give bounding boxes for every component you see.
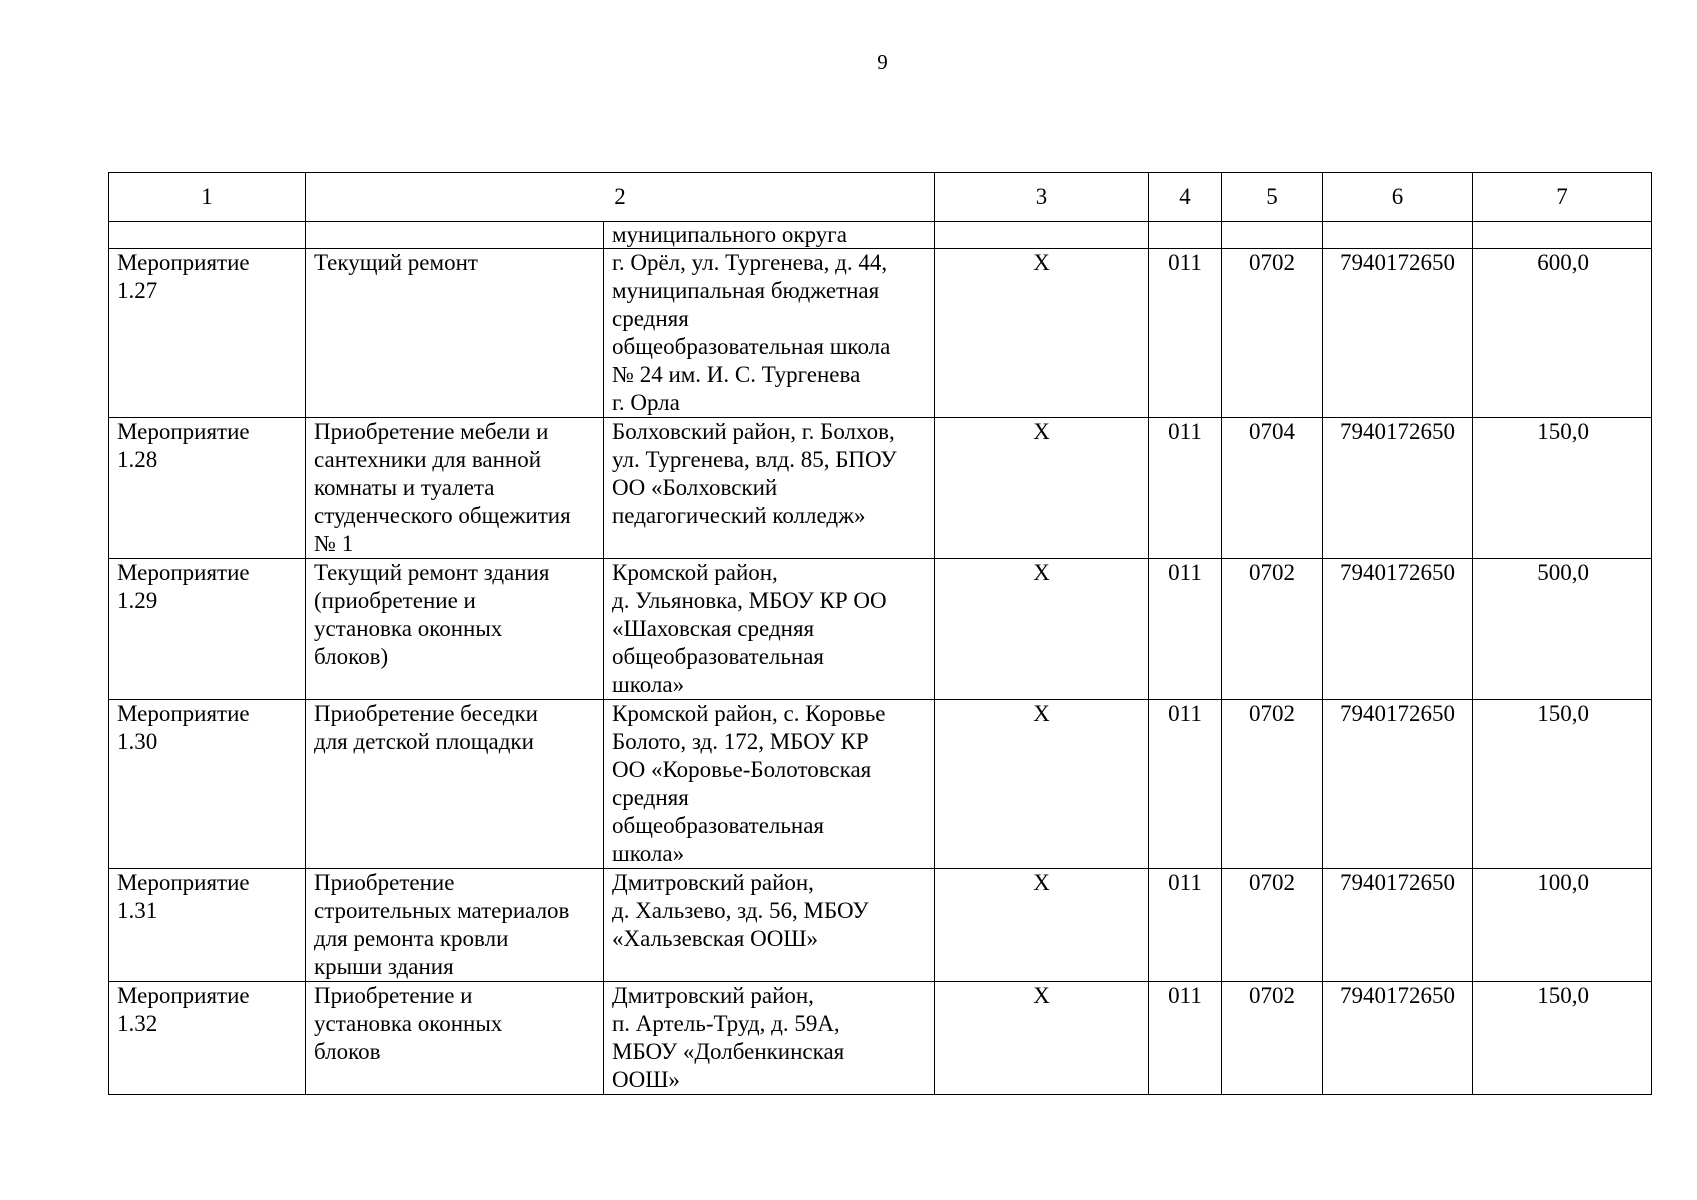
table-header-row (109, 173, 1652, 222)
table-row (109, 559, 1652, 700)
activity-name-cell-line: установка оконных (314, 1011, 503, 1036)
activity-label-cell (109, 700, 306, 869)
col6-cell: 7940172650 (1323, 559, 1473, 700)
col6-cell: 7940172650 (1323, 249, 1473, 418)
activity-address-cell-line: ООШ» (612, 1067, 680, 1092)
activity-address-cell-line: ОО «Болховский (612, 475, 778, 500)
activity-name-cell-line: (приобретение и (314, 588, 476, 613)
activity-address-cell-line: «Хальзевская ООШ» (612, 926, 819, 951)
activity-address-cell (604, 418, 935, 559)
activity-name-cell-line: блоков (314, 1039, 381, 1064)
cont-col5-cell (1222, 222, 1323, 249)
table-row (109, 982, 1652, 1095)
activity-name-cell-line: Текущий ремонт (314, 250, 478, 275)
amount-cell: 100,0 (1473, 869, 1652, 982)
amount-cell: 600,0 (1473, 249, 1652, 418)
activity-address-cell-line: № 24 им. И. С. Тургенева (612, 362, 861, 387)
cont-col4-cell (1149, 222, 1222, 249)
activity-address-cell (604, 982, 935, 1095)
activity-address-cell-line: Кромской район, с. Коровье (612, 701, 886, 726)
header-cell-5: 5 (1222, 173, 1323, 222)
activity-address-cell (604, 249, 935, 418)
activity-label-cell-line: Мероприятие (117, 419, 250, 444)
activity-name-cell (306, 249, 604, 418)
activity-label-cell (109, 559, 306, 700)
col4-cell: 011 (1149, 559, 1222, 700)
col4-cell: 011 (1149, 418, 1222, 559)
header-cell-6: 6 (1323, 173, 1473, 222)
activity-address-cell-line: д. Ульяновка, МБОУ КР ОО (612, 588, 887, 613)
col4-cell: 011 (1149, 700, 1222, 869)
activity-label-cell (109, 869, 306, 982)
activity-address-cell-line: «Шаховская средняя (612, 616, 815, 641)
activity-label-cell-line: 1.29 (117, 588, 158, 613)
activity-address-cell (604, 869, 935, 982)
activity-name-cell-line: № 1 (314, 531, 354, 556)
activity-name-cell (306, 559, 604, 700)
cont-name-cell (306, 222, 604, 249)
header-cell-4: 4 (1149, 173, 1222, 222)
col5-cell: 0702 (1222, 559, 1323, 700)
activity-label-cell-line: Мероприятие (117, 701, 250, 726)
amount-cell: 150,0 (1473, 418, 1652, 559)
budget-table (108, 172, 1652, 1095)
activity-address-cell-line: общеобразовательная (612, 813, 824, 838)
activity-address-cell (604, 700, 935, 869)
col5-cell: 0702 (1222, 700, 1323, 869)
activity-name-cell-line: Приобретение (314, 870, 455, 895)
table-row (109, 869, 1652, 982)
col6-cell: 7940172650 (1323, 869, 1473, 982)
col3-cell: Х (935, 869, 1149, 982)
activity-label-cell-line: 1.30 (117, 729, 158, 754)
activity-name-cell-line: блоков) (314, 644, 389, 669)
amount-cell: 150,0 (1473, 982, 1652, 1095)
col4-cell: 011 (1149, 249, 1222, 418)
activity-label-cell-line: Мероприятие (117, 870, 250, 895)
activity-name-cell-line: крыши здания (314, 954, 454, 979)
amount-cell: 150,0 (1473, 700, 1652, 869)
activity-name-cell (306, 418, 604, 559)
col3-cell: Х (935, 559, 1149, 700)
activity-name-cell-line: для детской площадки (314, 729, 534, 754)
cont-col3-cell (935, 222, 1149, 249)
activity-address-cell-line: МБОУ «Долбенкинская (612, 1039, 845, 1064)
continuation-row (109, 222, 1652, 249)
activity-address-cell-line: Дмитровский район, (612, 870, 814, 895)
activity-address-cell-line: г. Орла (612, 390, 680, 415)
col6-cell: 7940172650 (1323, 700, 1473, 869)
cont-col6-cell (1323, 222, 1473, 249)
activity-name-cell-line: сантехники для ванной (314, 447, 542, 472)
activity-address-cell-line: общеобразовательная (612, 644, 824, 669)
col4-cell: 011 (1149, 982, 1222, 1095)
col3-cell: Х (935, 418, 1149, 559)
cont-label-cell (109, 222, 306, 249)
activity-label-cell-line: Мероприятие (117, 250, 250, 275)
header-cell-2: 2 (306, 173, 935, 222)
activity-label-cell-line: 1.28 (117, 447, 158, 472)
col6-cell: 7940172650 (1323, 982, 1473, 1095)
page-number: 9 (877, 50, 888, 74)
activity-address-cell-line: ул. Тургенева, влд. 85, БПОУ (612, 447, 897, 472)
activity-address-cell-line: ОО «Коровье-Болотовская (612, 757, 872, 782)
activity-name-cell (306, 982, 604, 1095)
col5-cell: 0702 (1222, 869, 1323, 982)
amount-cell: 500,0 (1473, 559, 1652, 700)
activity-address-cell (604, 559, 935, 700)
header-cell-1: 1 (109, 173, 306, 222)
activity-name-cell-line: установка оконных (314, 616, 503, 641)
table-row (109, 700, 1652, 869)
activity-address-cell-line: Кромской район, (612, 560, 778, 585)
activity-address-cell-line: школа» (612, 841, 685, 866)
activity-address-cell-line: педагогический колледж» (612, 503, 866, 528)
header-cell-3: 3 (935, 173, 1149, 222)
activity-name-cell-line: Приобретение мебели и (314, 419, 549, 444)
activity-address-cell-line: школа» (612, 672, 685, 697)
activity-address-cell-line: муниципальная бюджетная (612, 278, 880, 303)
activity-label-cell-line: 1.27 (117, 278, 158, 303)
activity-address-cell-line: д. Хальзево, зд. 56, МБОУ (612, 898, 869, 923)
col4-cell: 011 (1149, 869, 1222, 982)
activity-name-cell-line: Приобретение беседки (314, 701, 538, 726)
col3-cell: Х (935, 249, 1149, 418)
activity-name-cell-line: для ремонта кровли (314, 926, 509, 951)
activity-address-cell-line: общеобразовательная школа (612, 334, 891, 359)
activity-label-cell-line: Мероприятие (117, 560, 250, 585)
activity-name-cell (306, 700, 604, 869)
activity-label-cell-line: 1.32 (117, 1011, 158, 1036)
activity-address-cell-line: средняя (612, 306, 689, 331)
activity-name-cell-line: студенческого общежития (314, 503, 571, 528)
activity-name-cell-line: комнаты и туалета (314, 475, 495, 500)
col3-cell: Х (935, 982, 1149, 1095)
header-cell-7: 7 (1473, 173, 1652, 222)
activity-name-cell-line: Приобретение и (314, 983, 473, 1008)
table-row (109, 418, 1652, 559)
activity-address-cell-line: Болото, зд. 172, МБОУ КР (612, 729, 869, 754)
cont-address-cell: муниципального округа (604, 222, 935, 249)
activity-address-cell-line: Дмитровский район, (612, 983, 814, 1008)
activity-address-cell-line: Болховский район, г. Болхов, (612, 419, 895, 444)
col5-cell: 0702 (1222, 249, 1323, 418)
activity-address-cell-line: г. Орёл, ул. Тургенева, д. 44, (612, 250, 888, 275)
activity-label-cell-line: Мероприятие (117, 983, 250, 1008)
cont-col7-cell (1473, 222, 1652, 249)
activity-address-cell-line: средняя (612, 785, 689, 810)
activity-name-cell-line: строительных материалов (314, 898, 570, 923)
activity-label-cell (109, 249, 306, 418)
col5-cell: 0704 (1222, 418, 1323, 559)
activity-address-cell-line: п. Артель-Труд, д. 59А, (612, 1011, 840, 1036)
col3-cell: Х (935, 700, 1149, 869)
col6-cell: 7940172650 (1323, 418, 1473, 559)
col5-cell: 0702 (1222, 982, 1323, 1095)
activity-label-cell (109, 418, 306, 559)
activity-name-cell-line: Текущий ремонт здания (314, 560, 550, 585)
table-row (109, 249, 1652, 418)
activity-name-cell (306, 869, 604, 982)
activity-label-cell (109, 982, 306, 1095)
activity-label-cell-line: 1.31 (117, 898, 158, 923)
